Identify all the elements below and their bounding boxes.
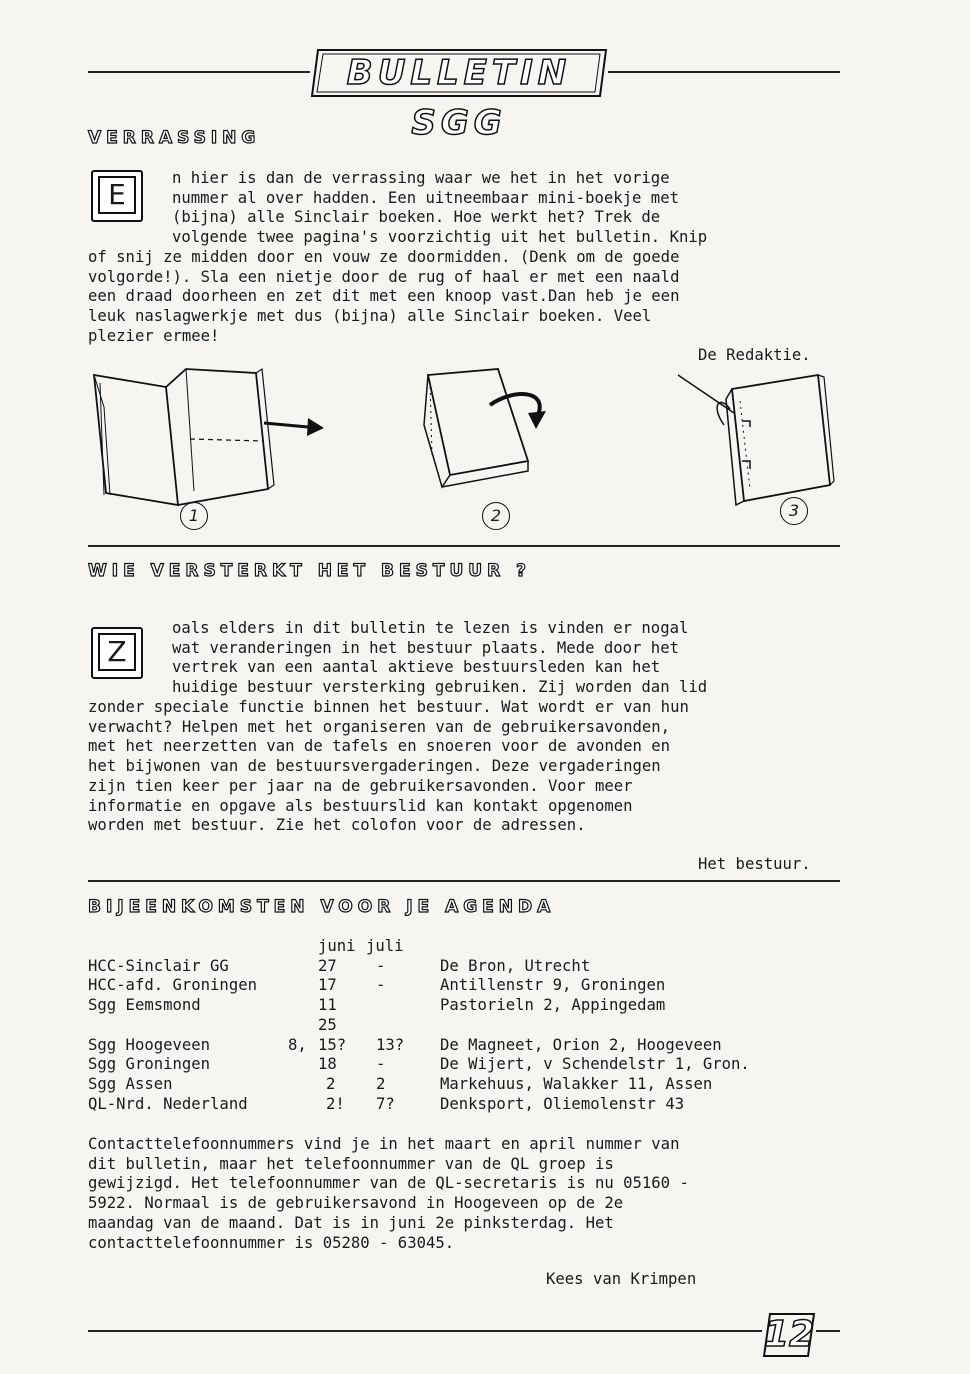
row-juni: 2! [326,1094,345,1113]
row-place: De Wijert, v Schendelstr 1, Gron. [440,1055,750,1074]
table-row [88,1055,750,1075]
row-place: Denksport, Oliemolenstr 43 [440,1094,685,1113]
text-line: volgorde!). Sla een nietje door de rug of haal er met een naald [88,267,680,286]
dropcap-z [91,627,143,679]
booklet-step1-illustration [86,365,336,545]
text-line: Contacttelefoonnummers vind je in het maart en april nummer van [88,1135,680,1153]
masthead-title: BULLETIN SGG [346,53,572,143]
top-rule-right [608,71,840,73]
row-name: HCC-Sinclair GG [88,956,229,975]
signature-kees: Kees van Krimpen [546,1270,697,1288]
dropcap-letter: E [98,176,136,214]
page-number [762,1312,816,1358]
step-1-number [180,502,208,530]
column-header-juni: juni [318,937,356,955]
section2-full-text [88,698,840,836]
page-number-frame-icon [762,1312,816,1358]
text-line: verwacht? Helpen met het organiseren van de gebruikersavonden, [88,717,671,736]
table-row [88,957,750,977]
section1-indented-text [172,169,840,248]
row-place: De Bron, Utrecht [440,956,591,975]
section-heading-bestuur: WIE VERSTERKT HET BESTUUR ? [88,561,531,581]
row-pre: 8, [288,1035,307,1054]
text-line: leuk naslagwerkje met dus (bijna) alle Sinclair boeken. Veel [88,307,652,326]
text-line: met het neerzetten van de tafels en snoeren voor de avonden en [88,737,671,756]
row-place [440,1016,750,1036]
text-line: een draad doorheen en zet dit met een knoop vast.Dan heb je een [88,287,680,306]
step-label: 1 [188,506,200,525]
section-divider-2 [88,880,840,882]
row-juni: 17 [318,976,337,995]
section1-full-text [88,248,840,347]
masthead-frame-icon [310,48,608,98]
row-place: Markehuus, Walakker 11, Assen [440,1074,713,1093]
agenda-table [88,937,750,1114]
row-place: De Magneet, Orion 2, Hoogeveen [440,1035,722,1054]
signature-bestuur: Het bestuur. [698,855,811,873]
row-juli: 2 [376,1074,386,1093]
section2-indented-text [172,619,840,698]
row-juli: 13? [376,1035,405,1054]
row-juni: 27 [318,956,337,975]
dropcap-e [91,170,143,222]
row-juni: 15? [318,1035,347,1054]
text-line: 5922. Normaal is de gebruikersavond in Hoogeveen op de 2e [88,1194,624,1213]
top-rule-left [88,71,310,73]
row-name: HCC-afd. Groningen [88,976,257,995]
row-name: Sgg Eemsmond [88,996,201,1015]
bottom-rule-right [816,1330,840,1332]
text-line: het bijwonen van de bestuursvergaderingen. Deze vergaderingen [88,757,661,776]
text-line: volgende twee pagina's voorzichtig uit het bulletin. Knip [172,228,708,247]
step-label: 3 [788,501,800,520]
step-3-number [780,497,808,525]
booklet-step3-illustration [670,365,840,525]
text-line: (bijna) alle Sinclair boeken. Hoe werkt het? Trek de [172,208,661,227]
text-line: contacttelefoonnummer is 05280 - 63045. [88,1233,455,1252]
dropcap-letter: Z [98,633,136,671]
table-row [88,1016,750,1036]
text-line: plezier ermee! [88,326,220,345]
row-name: QL-Nrd. Nederland [88,1094,248,1113]
text-line: huidige bestuur versterking gebruiken. Zij worden dan lid [172,678,708,697]
step-label: 2 [490,506,502,525]
section-heading-agenda: BIJEENKOMSTEN VOOR JE AGENDA [88,897,556,917]
row-juli [366,1016,440,1036]
row-juni: 11 [318,996,337,1015]
row-juli: - [376,976,386,995]
table-row [88,1075,750,1095]
text-line: informatie en opgave als bestuurslid kan kontakt opgenomen [88,796,633,815]
row-juni: 2 [326,1074,336,1093]
signature-redaktie: De Redaktie. [698,346,811,364]
text-line: wat veranderingen in het bestuur plaats. Mede door het [172,638,679,657]
page-number-text: 12 [763,1314,815,1355]
row-place: Pastorieln 2, Appingedam [440,996,666,1015]
table-header-row [88,937,750,957]
row-name: Sgg Hoogeveen [88,1035,211,1054]
text-line: zijn tien keer per jaar na de gebruikersavonden. Voor meer [88,776,633,795]
table-row [88,976,750,996]
row-juli: - [376,1055,386,1074]
step-2-number [482,502,510,530]
row-name: Sgg Groningen [88,1055,211,1074]
text-line: gewijzigd. Het telefoonnummer van de QL-secretaris is nu 05160 - [88,1174,689,1193]
table-row [88,996,750,1016]
row-juni: 25 [318,1015,337,1034]
section-divider-1 [88,545,840,547]
text-line: n hier is dan de verrassing waar we het in het vorige [172,169,670,187]
row-place: Antillenstr 9, Groningen [440,976,666,995]
booklet-step2-illustration [420,365,580,515]
row-juli: - [376,956,386,975]
text-line: oals elders in dit bulletin te lezen is vinden er nogal [172,619,689,637]
bottom-rule [88,1330,762,1332]
column-header-juli: juli [366,937,404,955]
text-line: dit bulletin, maar het telefoonnummer van de QL groep is [88,1154,614,1173]
row-name [88,1016,288,1036]
row-juli: 7? [376,1094,395,1113]
row-juni: 18 [318,1055,337,1074]
table-row [88,1036,750,1056]
row-juli [366,996,440,1016]
table-row [88,1095,750,1115]
text-line: worden met bestuur. Zie het colofon voor de adressen. [88,816,586,835]
text-line: vertrek van een aantal aktieve bestuursleden kan het [172,658,661,677]
text-line: maandag van de maand. Dat is in juni 2e pinksterdag. Het [88,1213,614,1232]
section-heading-verrassing: VERRASSING [88,128,261,148]
text-line: nummer al over hadden. Een uitneembaar mini-boekje met [172,188,679,207]
text-line: zonder speciale functie binnen het bestuur. Wat wordt er van hun [88,698,689,716]
section3-text [88,1135,840,1253]
text-line: of snij ze midden door en vouw ze doormidden. (Denk om de goede [88,248,680,266]
masthead-logo [310,48,608,143]
row-name: Sgg Assen [88,1074,173,1093]
